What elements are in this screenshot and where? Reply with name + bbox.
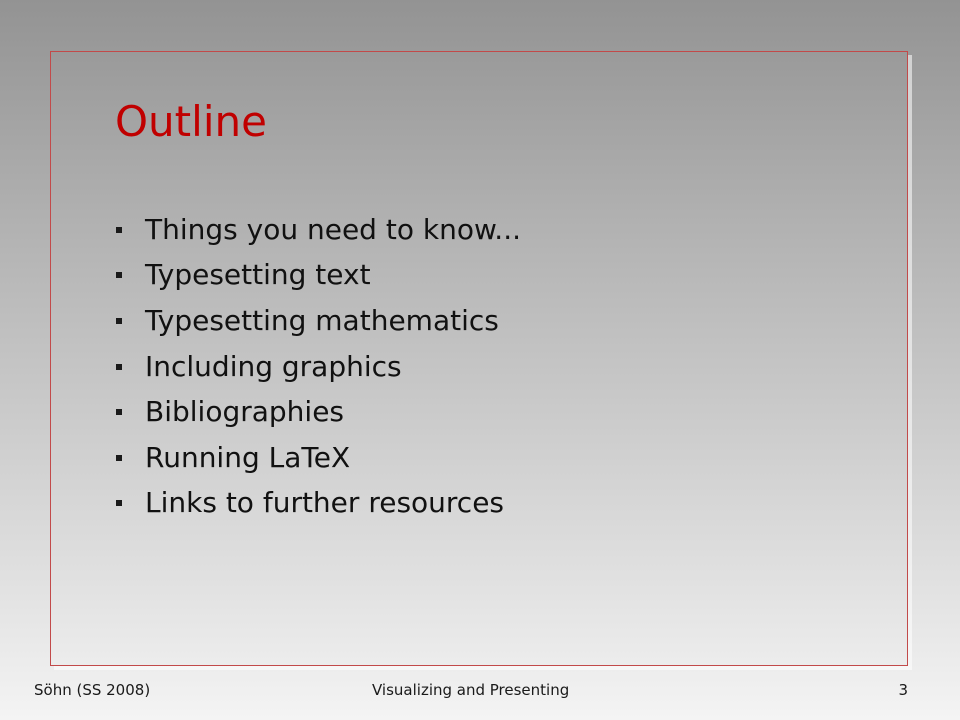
- footer-page-number: 3: [898, 681, 908, 699]
- bullet-item: [115, 481, 521, 527]
- bullet-item: [115, 298, 521, 344]
- footer-author: Söhn (SS 2008): [34, 681, 151, 699]
- bullet-list: [115, 207, 521, 526]
- bullet-item: [115, 435, 521, 481]
- square-bullet-icon: [116, 272, 122, 278]
- bullet-item: [115, 253, 521, 299]
- bullet-text: Typesetting mathematics: [145, 303, 499, 337]
- footer-course-title: Visualizing and Presenting: [372, 681, 570, 699]
- bullet-item: [115, 344, 521, 390]
- bullet-text: Running LaTeX: [145, 440, 351, 474]
- square-bullet-icon: [116, 455, 122, 461]
- square-bullet-icon: [116, 364, 122, 370]
- slide-title: Outline: [115, 97, 267, 146]
- bullet-text: Including graphics: [145, 349, 402, 383]
- square-bullet-icon: [116, 500, 122, 506]
- bullet-text: Typesetting text: [145, 258, 371, 292]
- bullet-item: [115, 207, 521, 253]
- bullet-item: [115, 389, 521, 435]
- square-bullet-icon: [116, 227, 122, 233]
- square-bullet-icon: [116, 409, 122, 415]
- square-bullet-icon: [116, 318, 122, 324]
- bullet-text: Things you need to know...: [145, 212, 521, 246]
- bullet-text: Bibliographies: [145, 395, 345, 429]
- bullet-text: Links to further resources: [145, 486, 505, 520]
